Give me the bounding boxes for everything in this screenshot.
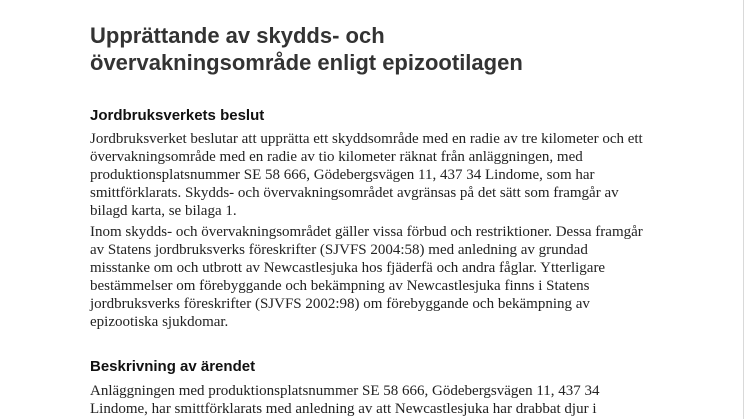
text-line: misstanke om och utbrott av Newcastlesjuka hos fjäderfä och andra fåglar. Ytterligare bbox=[90, 260, 606, 276]
beslut-paragraph-1 bbox=[90, 130, 643, 220]
section-heading-beslut: Jordbruksverkets beslut bbox=[90, 107, 265, 124]
text-line: epizootiska sjukdomar. bbox=[90, 314, 229, 330]
text-line: jordbruksverks föreskrifter (SJVFS 2002:98) om förebyggande och bekämpning av bbox=[90, 296, 590, 312]
text-line: av Statens jordbruksverks föreskrifter (SJVFS 2004:58) med anledning av grundad bbox=[90, 242, 588, 258]
text-line: Anläggningen med produktionsplatsnummer SE 58 666, Gödebergsvägen 11, 437 34 bbox=[90, 383, 600, 399]
text-line: produktionsplatsnummer SE 58 666, Gödebergsvägen 11, 437 34 Lindome, som har bbox=[90, 167, 595, 183]
text-line: smittförklarats. Skydds- och övervakningsområdet avgränsas på det sätt som framgår av bbox=[90, 185, 619, 201]
text-line: Jordbruksverket beslutar att upprätta ett skyddsområde med en radie av tre kilometer och ett bbox=[90, 131, 643, 147]
beslut-paragraph-2 bbox=[90, 223, 643, 331]
document-title-line-1: Upprättande av skydds- och bbox=[90, 23, 385, 48]
text-line: Inom skydds- och övervakningsområdet gäller vissa förbud och restriktioner. Dessa framgår bbox=[90, 224, 643, 240]
document-title-line-2: övervakningsområde enligt epizootilagen bbox=[90, 50, 523, 75]
text-line: övervakningsområde med en radie av tio kilometer räknat från anläggningen, med bbox=[90, 149, 583, 165]
page-edge-divider bbox=[743, 0, 744, 419]
text-line: bilagd karta, se bilaga 1. bbox=[90, 203, 237, 219]
text-line: Lindome, har smittförklarats med anledning av att Newcastlesjuka har drabbat djur i bbox=[90, 401, 597, 417]
text-line: bestämmelser om förebyggande och bekämpning av Newcastlesjuka finns i Statens bbox=[90, 278, 590, 294]
section-heading-beskrivning: Beskrivning av ärendet bbox=[90, 358, 256, 375]
beskrivning-paragraph-1 bbox=[90, 382, 600, 418]
document-title bbox=[90, 22, 523, 76]
